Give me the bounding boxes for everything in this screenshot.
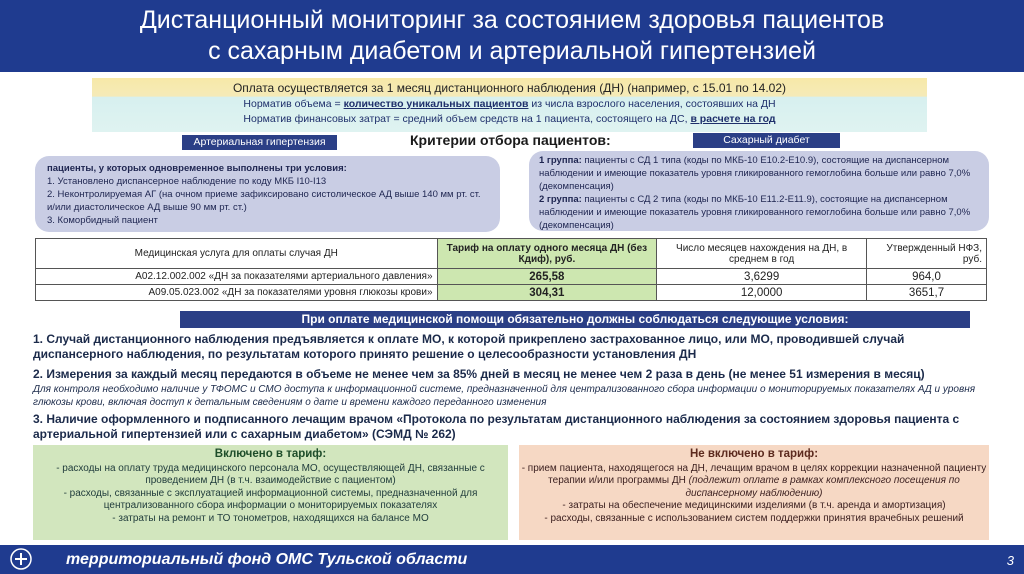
ag-item: 1. Установлено диспансерное наблюдение по коду МКБ I10-I13 — [47, 176, 327, 187]
payment-line2-pre: Норматив объема = — [243, 98, 344, 110]
cell-tariff: 304,31 — [437, 285, 657, 301]
excluded-item1-text: - прием пациента, находящегося на ДН, лечащим врачом в целях коррекции назначенной пациенту терапии и/или программы ДН — [521, 462, 987, 486]
sd-group1-label: 1 группа: — [539, 155, 582, 166]
payment-line2 — [92, 97, 927, 112]
conditions-bar: При оплате медицинской помощи обязательно должны соблюдаться следующие условия: — [180, 311, 970, 328]
cell-service: А09.05.023.002 «ДН за показателями уровня глюкозы крови» — [36, 285, 438, 301]
ag-title: пациенты, у которых одновременное выполнены три условия: — [47, 163, 347, 174]
tag-diabetes: Сахарный диабет — [693, 133, 840, 148]
included-item: - расходы на оплату труда медицинского персонала МО, осуществляющей ДН, связанные с проведением ДН (в т.ч. взаимодействие с пациентом) — [56, 462, 485, 486]
footer — [0, 545, 1024, 574]
payment-line3-pre: Норматив финансовых затрат = средний объем средств на 1 пациента, состоящего на ДС, — [243, 113, 691, 125]
header-service: Медицинская услуга для оплаты случая ДН — [36, 239, 438, 269]
foms-logo-icon — [6, 547, 36, 572]
sd-group2 — [539, 193, 979, 232]
tag-hypertension: Артериальная гипертензия — [182, 135, 337, 150]
payment-box — [92, 78, 927, 132]
payment-line2-post: из числа взрослого населения, состоявших на ДН — [528, 98, 776, 110]
condition-1: 1. Случай дистанционного наблюдения предъявляется к оплате МО, к которой прикреплено застрахованное лицо, или МО, проводившей случай диспансерного наблюдения, по результатам которого принято решение о целесообразности установления ДН — [33, 332, 905, 361]
diabetes-criteria — [529, 151, 989, 231]
excluded-item: - затраты на обеспечение медицинскими изделиями (в т.ч. аренда и амортизация) — [562, 500, 946, 511]
payment-line3 — [92, 112, 927, 127]
condition-2: 2. Измерения за каждый месяц передаются в объеме не менее чем за 85% дней в месяц не менее чем 2 раза в день (не менее 51 измерения в месяц) — [33, 367, 925, 381]
page-number: 3 — [1006, 553, 1014, 568]
cell-months: 3,6299 — [657, 269, 867, 285]
included-box — [33, 445, 508, 540]
title-line2: с сахарным диабетом и артериальной гипертензией — [208, 37, 816, 65]
cell-tariff: 265,58 — [437, 269, 657, 285]
included-item: - расходы, связанные с эксплуатацией информационной системы, предназначенной для централизованного сбора информации о мониторируемых показателях — [63, 487, 478, 511]
cell-nfz: 964,0 — [867, 269, 987, 285]
header-nfz: Утвержденный НФЗ, руб. — [867, 239, 987, 269]
excluded-title: Не включено в тариф: — [689, 448, 819, 460]
ag-item: 2. Неконтролируемая АГ (на очном приеме зафиксировано систолическое АД выше 140 мм рт. ст. и/или диастолическое АД выше 90 мм рт. ст.) — [47, 189, 481, 213]
sd-group1-text: пациенты с СД 1 типа (коды по МКБ-10 Е10.2-Е10.9), состоящие на диспансерном наблюдении и имеющие показатель уровня гликированного гемоглобина больше или равно 7,0% (декомпенсация) — [539, 155, 971, 192]
footer-org: территориальный фонд ОМС Тульской области — [66, 551, 468, 568]
included-title: Включено в тариф: — [214, 448, 327, 460]
criteria-title: Критерии отбора пациентов: — [410, 132, 611, 148]
cell-months: 12,0000 — [657, 285, 867, 301]
sd-group2-text: пациенты с СД 2 типа (коды по МКБ-10 Е11.2-Е11.9), состоящие на диспансерном наблюдении и имеющие показатель уровня гликированного гемоглобина больше или равно 7,0% (декомпенсация) — [539, 194, 971, 231]
payment-line3-underline: в расчете на год — [690, 113, 776, 125]
sd-group1 — [539, 154, 979, 193]
header-tariff: Тариф на оплату одного месяца ДН (без Кдиф), руб. — [437, 239, 657, 269]
cell-service: А02.12.002.002 «ДН за показателями артериального давления» — [36, 269, 438, 285]
included-item: - затраты на ремонт и ТО тонометров, находящихся на балансе МО — [112, 512, 429, 524]
excluded-item — [519, 463, 989, 501]
table-header-row — [36, 239, 987, 269]
excluded-item1-italic: (подлежит оплате в рамках комплексного посещения по диспансерному наблюдению) — [685, 475, 960, 499]
cell-nfz: 3651,7 — [867, 285, 987, 301]
slide-content — [27, 76, 997, 542]
header-months: Число месяцев нахождения на ДН, в среднем в год — [657, 239, 867, 269]
table-row — [36, 269, 987, 285]
condition-3: 3. Наличие оформленного и подписанного лечащим врачом «Протокола по результатам дистанционного наблюдения за состоянием здоровья пациента с артериальной гипертензией или с сахарным диабетом» (СЭМД № 262) — [33, 412, 960, 441]
excluded-box — [519, 445, 989, 540]
header — [0, 0, 1024, 72]
table-row — [36, 285, 987, 301]
ag-item: 3. Коморбидный пациент — [47, 215, 158, 226]
excluded-item: - расходы, связанные с использованием систем поддержки принятия врачебных решений — [544, 512, 964, 524]
tariff-table — [35, 238, 987, 301]
sd-group2-label: 2 группа: — [539, 194, 582, 205]
title-line1: Дистанционный мониторинг за состоянием здоровья пациентов — [139, 6, 885, 34]
payment-line1: Оплата осуществляется за 1 месяц дистанционного наблюдения (ДН) (например, с 15.01 по 14.02) — [232, 81, 787, 95]
hypertension-criteria — [35, 156, 500, 232]
condition-2-note: Для контроля необходимо наличие у ТФОМС и СМО доступа к информационной системе, предназначенной для централизованного сбора информации о мониторируемых показателях АД и уровня глюкозы крови, включая доступ к детальным сведениям о дате и времени каждого переданного изменения — [33, 384, 976, 408]
payment-line2-underline: количество уникальных пациентов — [343, 98, 529, 110]
